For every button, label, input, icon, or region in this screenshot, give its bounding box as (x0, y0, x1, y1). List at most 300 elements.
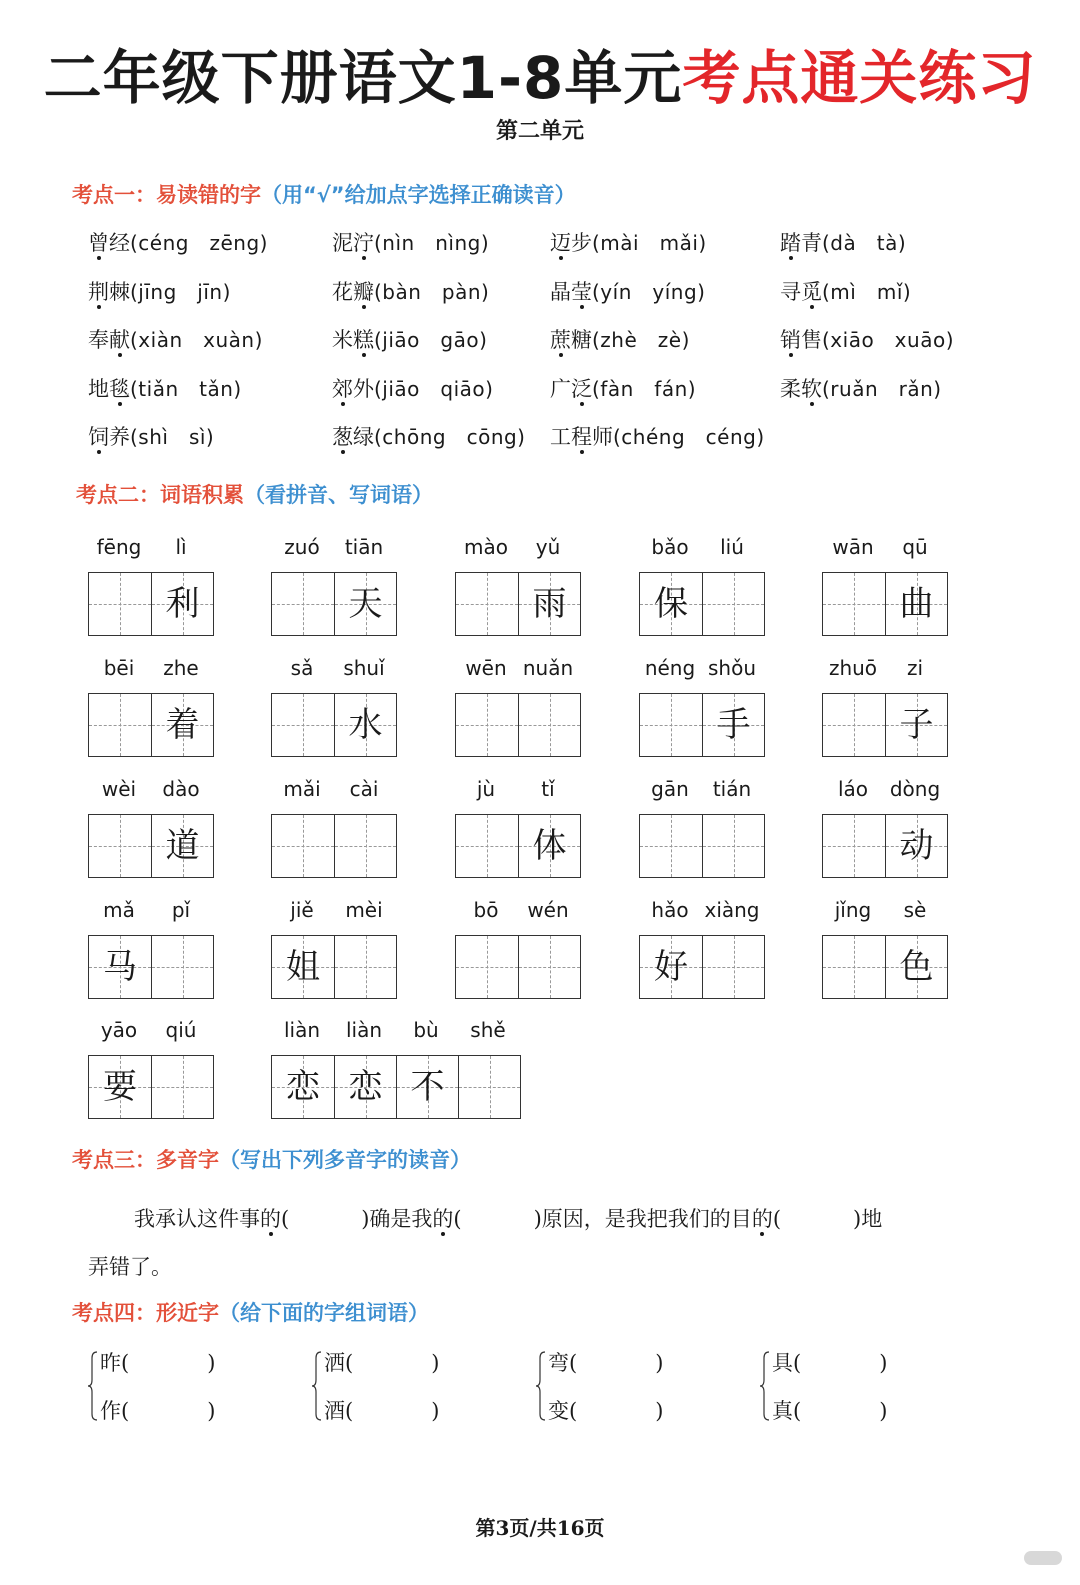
pinyin-syllable: bō (473, 898, 499, 922)
word-char: 步 (571, 231, 592, 255)
blank-char-cell[interactable] (823, 936, 885, 998)
pinyin-row (88, 895, 212, 925)
blank-char-cell[interactable] (458, 1056, 520, 1118)
similar-char-line (772, 1348, 887, 1378)
section-instruction: （写出下列多音字的读音） (219, 1148, 471, 1172)
pinyin-syllable: cài (349, 777, 379, 801)
blank-char-cell[interactable] (456, 936, 518, 998)
dotted-char: 糕 (353, 328, 374, 352)
pinyin-options[interactable]: (mài mǎi) (592, 231, 707, 255)
reading-item (550, 325, 690, 355)
given-char-cell (518, 573, 580, 635)
pinyin-row (271, 895, 395, 925)
word-char: 柔 (780, 377, 801, 401)
grid-char: 动 (899, 826, 934, 866)
blank-char-cell[interactable] (702, 815, 764, 877)
reading-item (332, 277, 489, 307)
pinyin-syllable: bù (413, 1018, 439, 1042)
section-label: 考点四：形近字 (72, 1301, 219, 1325)
blank-char-cell[interactable] (702, 936, 764, 998)
pinyin-syllable: hǎo (651, 898, 689, 922)
similar-char-line (100, 1396, 215, 1426)
pinyin-syllable: dào (162, 777, 200, 801)
dotted-char: 的 (751, 1207, 773, 1231)
tianzige-grid (88, 693, 214, 757)
pinyin-row (455, 653, 579, 683)
pinyin-options[interactable]: (tiǎn tǎn) (130, 377, 242, 401)
pinyin-row (88, 653, 212, 683)
tianzige-grid (455, 572, 581, 636)
pinyin-syllable: lì (175, 535, 187, 559)
reading-item (88, 422, 214, 452)
pinyin-syllable: zhuō (828, 656, 878, 680)
blank-char-cell[interactable] (89, 694, 151, 756)
reading-item (550, 374, 696, 404)
unit-subtitle: 第二单元 (495, 119, 584, 144)
given-char-cell (89, 936, 151, 998)
tianzige-grid (822, 693, 948, 757)
given-char-cell (885, 936, 947, 998)
grid-char: 好 (654, 947, 688, 987)
blank-char-cell[interactable] (89, 573, 151, 635)
pinyin-syllable: yǔ (535, 535, 561, 559)
dotted-char: 踏 (780, 231, 801, 255)
section-4-heading (72, 1298, 429, 1328)
word-char: 泥 (332, 231, 353, 255)
section-1-heading (72, 180, 576, 210)
blank-char-cell[interactable] (518, 694, 580, 756)
dotted-char: 莹 (571, 280, 592, 304)
given-char-cell (885, 694, 947, 756)
word-char: 奉 (88, 328, 109, 352)
pinyin-syllable: mào (464, 535, 508, 559)
blank-char-cell[interactable] (334, 936, 396, 998)
title-red: 考点通关练习 (682, 44, 1037, 112)
grid-char (89, 815, 151, 877)
word-char: 绿 (353, 425, 374, 449)
dotted-char: 觅 (801, 280, 822, 304)
given-char-cell (885, 573, 947, 635)
similar-char: 洒 (324, 1351, 345, 1375)
blank-char-cell[interactable] (456, 694, 518, 756)
given-char-cell (334, 694, 396, 756)
reading-item (550, 277, 705, 307)
grid-char: 水 (348, 705, 383, 745)
pinyin-row (639, 774, 763, 804)
pinyin-syllable: mǎi (283, 777, 321, 801)
pinyin-syllable: wén (527, 898, 569, 922)
dotted-char: 郊 (332, 377, 353, 401)
grid-char (272, 815, 334, 877)
tianzige-grid (88, 572, 214, 636)
word-char: 糖 (571, 328, 592, 352)
grid-char (335, 815, 396, 877)
similar-char: 变 (548, 1399, 569, 1423)
blank-char-cell[interactable] (151, 936, 213, 998)
word-char: 花 (332, 280, 353, 304)
blank-char-cell[interactable] (272, 573, 334, 635)
section-3-heading (72, 1145, 471, 1175)
grid-char: 子 (899, 705, 934, 745)
word-char: 广 (550, 377, 571, 401)
pinyin-syllable: bǎo (651, 535, 689, 559)
section-instruction: （给下面的字组词语） (219, 1301, 429, 1325)
grid-char: 着 (165, 705, 200, 745)
brace-icon (88, 1350, 98, 1422)
blank-char-cell[interactable] (702, 573, 764, 635)
word-char: 外 (353, 377, 374, 401)
similar-char-line (324, 1348, 439, 1378)
grid-char (152, 1056, 213, 1118)
pinyin-row (455, 774, 579, 804)
polyphone-sentence (88, 1195, 988, 1291)
word-char: 经 (109, 231, 130, 255)
pinyin-options[interactable]: (xiàn xuàn) (130, 328, 263, 352)
pinyin-row (639, 653, 763, 683)
similar-char: 真 (772, 1399, 793, 1423)
grid-char (823, 694, 885, 756)
paren-open: ( (569, 1351, 578, 1375)
tianzige-grid (271, 1055, 521, 1119)
grid-char (272, 573, 334, 635)
blank-char-cell[interactable] (89, 815, 151, 877)
blank-char-cell[interactable] (823, 573, 885, 635)
section-label: 考点二：词语积累 (76, 483, 244, 507)
dotted-char: 饲 (88, 425, 109, 449)
blank-char-cell[interactable] (272, 694, 334, 756)
given-char-cell (396, 1056, 458, 1118)
pinyin-syllable: jù (476, 777, 496, 801)
pinyin-syllable: sè (903, 898, 927, 922)
word-char: 工 (550, 425, 571, 449)
grid-char: 体 (532, 826, 567, 866)
given-char-cell (272, 1056, 334, 1118)
pinyin-syllable: nuǎn (522, 656, 574, 680)
reading-item (88, 228, 268, 258)
given-char-cell (702, 694, 764, 756)
tianzige-grid (88, 1055, 214, 1119)
given-char-cell (151, 815, 213, 877)
grid-char: 天 (348, 584, 383, 624)
pinyin-options[interactable]: (yín yíng) (592, 280, 706, 304)
reading-item (332, 422, 526, 452)
pinyin-syllable: wèi (101, 777, 137, 801)
pinyin-syllable: mèi (345, 898, 383, 922)
given-char-cell (518, 815, 580, 877)
pinyin-syllable: tián (712, 777, 752, 801)
similar-char-group (760, 1350, 970, 1426)
section-label: 考点一：易读错的字 (72, 183, 261, 207)
pinyin-options[interactable]: (chōng cōng) (374, 425, 526, 449)
pinyin-syllable: qiú (165, 1018, 197, 1042)
grid-char (640, 694, 702, 756)
sentence-text: 我承认这件事 (134, 1207, 260, 1231)
sentence-text: ( (772, 1207, 782, 1231)
reading-item (88, 325, 263, 355)
similar-char-line (772, 1396, 887, 1426)
brace-icon (760, 1350, 770, 1422)
grid-char (89, 573, 151, 635)
reading-item (780, 277, 911, 307)
pinyin-syllable: liàn (283, 1018, 321, 1042)
grid-char (456, 936, 518, 998)
pinyin-syllable: mǎ (103, 898, 135, 922)
pinyin-options[interactable]: (jiāo qiāo) (374, 377, 494, 401)
dotted-char: 销 (780, 328, 801, 352)
tianzige-grid (455, 814, 581, 878)
reading-item (550, 422, 765, 452)
similar-char-group (312, 1350, 522, 1426)
pinyin-syllable: tiān (344, 535, 384, 559)
grid-char: 雨 (532, 584, 567, 624)
similar-char: 具 (772, 1351, 793, 1375)
pinyin-syllable: shě (470, 1018, 506, 1042)
paren-close: ) (879, 1399, 888, 1423)
pinyin-options[interactable]: (xiāo xuāo) (822, 328, 954, 352)
pinyin-syllable: néng (644, 656, 696, 680)
paren-close: ) (207, 1399, 216, 1423)
pinyin-row (822, 774, 946, 804)
word-char: 棘 (109, 280, 130, 304)
grid-char: 曲 (899, 584, 934, 624)
grid-char (823, 573, 885, 635)
given-char-cell (151, 694, 213, 756)
pinyin-syllable: jiě (290, 898, 314, 922)
reading-item (332, 374, 493, 404)
word-char: 售 (801, 328, 822, 352)
tianzige-grid (271, 572, 397, 636)
tianzige-grid (639, 814, 765, 878)
section-label: 考点三：多音字 (72, 1148, 219, 1172)
pinyin-options[interactable]: (ruǎn rǎn) (822, 377, 942, 401)
grid-char: 马 (103, 947, 137, 987)
similar-char-group (88, 1350, 298, 1426)
pinyin-row (88, 774, 212, 804)
paren-open: ( (793, 1351, 802, 1375)
sentence-text: )地 (853, 1207, 883, 1231)
word-char: 米 (332, 328, 353, 352)
given-char-cell (640, 936, 702, 998)
grid-char (703, 815, 764, 877)
grid-char: 道 (165, 826, 200, 866)
dotted-char: 荆 (88, 280, 109, 304)
word-char: 青 (801, 231, 822, 255)
pinyin-options[interactable]: (nìn nìng) (374, 231, 490, 255)
tianzige-grid (88, 935, 214, 999)
tianzige-grid (271, 814, 397, 878)
grid-char: 保 (654, 584, 688, 624)
grid-char (519, 694, 580, 756)
pinyin-syllable: yāo (100, 1018, 138, 1042)
dotted-char: 曾 (88, 231, 109, 255)
reading-item (780, 228, 906, 258)
brace-icon (536, 1350, 546, 1422)
similar-char: 昨 (100, 1351, 121, 1375)
pinyin-syllable: shuǐ (343, 656, 385, 680)
pinyin-syllable: láo (837, 777, 869, 801)
grid-char: 不 (410, 1067, 445, 1107)
given-char-cell (334, 1056, 396, 1118)
grid-char (823, 815, 885, 877)
tianzige-grid (822, 814, 948, 878)
pinyin-options[interactable]: (bàn pàn) (374, 280, 490, 304)
grid-char (456, 694, 518, 756)
dotted-char: 葱 (332, 425, 353, 449)
tianzige-grid (271, 935, 397, 999)
pinyin-syllable: wān (832, 535, 874, 559)
pinyin-syllable: qū (902, 535, 928, 559)
blank-char-cell[interactable] (640, 815, 702, 877)
grid-char (640, 815, 702, 877)
blank-char-cell[interactable] (456, 815, 518, 877)
pinyin-options[interactable]: (jiāo gāo) (374, 328, 488, 352)
given-char-cell (640, 573, 702, 635)
section-instruction: （用“√”给加点字选择正确读音） (261, 183, 576, 207)
paren-open: ( (345, 1351, 354, 1375)
title-black: 二年级下册语文1-8单元 (43, 44, 683, 112)
pinyin-syllable: gān (651, 777, 689, 801)
word-char: 师 (592, 425, 613, 449)
reading-item (780, 374, 942, 404)
paren-close: ) (207, 1351, 216, 1375)
tianzige-grid (88, 814, 214, 878)
pinyin-row (88, 1015, 212, 1045)
pinyin-syllable: tǐ (541, 777, 555, 801)
similar-char: 弯 (548, 1351, 569, 1375)
given-char-cell (334, 573, 396, 635)
pinyin-row (822, 895, 946, 925)
paren-open: ( (345, 1399, 354, 1423)
pinyin-options[interactable]: (dà tà) (822, 231, 907, 255)
dotted-char: 程 (571, 425, 592, 449)
grid-char (823, 936, 885, 998)
tianzige-grid (639, 935, 765, 999)
given-char-cell (89, 1056, 151, 1118)
paren-close: ) (879, 1351, 888, 1375)
blank-char-cell[interactable] (334, 815, 396, 877)
word-char: 养 (109, 425, 130, 449)
sentence-text: )原因，是我把我们的目 (533, 1207, 752, 1231)
pinyin-syllable: sǎ (290, 656, 314, 680)
dotted-char: 的 (260, 1207, 281, 1231)
pinyin-syllable: liú (720, 535, 744, 559)
pinyin-syllable: bēi (103, 656, 135, 680)
pinyin-row (639, 895, 763, 925)
pinyin-options[interactable]: (fàn fán) (592, 377, 697, 401)
word-char: 晶 (550, 280, 571, 304)
pinyin-syllable: wēn (465, 656, 507, 680)
given-char-cell (272, 936, 334, 998)
grid-char: 姐 (286, 947, 320, 987)
pinyin-options[interactable]: (chéng céng) (613, 425, 765, 449)
tianzige-grid (639, 693, 765, 757)
grid-char: 利 (165, 584, 200, 624)
pinyin-options[interactable]: (céng zēng) (130, 231, 268, 255)
similar-char: 酒 (324, 1399, 345, 1423)
dotted-char: 毯 (109, 377, 130, 401)
pinyin-syllable: liàn (345, 1018, 383, 1042)
reading-item (88, 374, 242, 404)
grid-char (272, 694, 334, 756)
section-instruction: （看拼音、写词语） (244, 483, 433, 507)
sentence-text: ( (453, 1207, 462, 1231)
paren-open: ( (121, 1399, 130, 1423)
grid-char (89, 694, 151, 756)
tianzige-grid (455, 693, 581, 757)
pinyin-syllable: pǐ (171, 898, 191, 922)
word-char: 寻 (780, 280, 801, 304)
pinyin-syllable: zi (906, 656, 924, 680)
grid-char (459, 1056, 520, 1118)
blank-char-cell[interactable] (518, 936, 580, 998)
pinyin-row (88, 532, 212, 562)
pinyin-options[interactable]: (jīng jīn) (130, 280, 231, 304)
given-char-cell (151, 573, 213, 635)
pinyin-options[interactable]: (zhè zè) (592, 328, 690, 352)
sentence-text: 弄错了。 (88, 1255, 172, 1279)
brace-icon (312, 1350, 322, 1422)
paren-close: ) (655, 1351, 664, 1375)
similar-char: 作 (100, 1399, 121, 1423)
word-char: 地 (88, 377, 109, 401)
pinyin-syllable: zuó (284, 535, 320, 559)
grid-char: 色 (899, 947, 934, 987)
reading-item (332, 325, 487, 355)
blank-char-cell[interactable] (272, 815, 334, 877)
grid-char (335, 936, 396, 998)
reading-item (88, 277, 231, 307)
blank-char-cell[interactable] (151, 1056, 213, 1118)
grid-char (519, 936, 580, 998)
paren-close: ) (431, 1399, 440, 1423)
pinyin-syllable: shǒu (707, 656, 756, 680)
pinyin-row (455, 895, 579, 925)
pinyin-options[interactable]: (mì mǐ) (822, 280, 912, 304)
blank-char-cell[interactable] (456, 573, 518, 635)
pinyin-syllable: zhe (163, 656, 199, 680)
watermark-badge (1024, 1551, 1062, 1565)
reading-item (780, 325, 954, 355)
similar-char-group (536, 1350, 746, 1426)
dotted-char: 迈 (550, 231, 571, 255)
pinyin-row (639, 532, 763, 562)
grid-char (152, 936, 213, 998)
paren-open: ( (121, 1351, 130, 1375)
pinyin-row (822, 532, 946, 562)
page-footer: 第3页/共16页 (475, 1516, 605, 1540)
blank-char-cell[interactable] (823, 694, 885, 756)
pinyin-options[interactable]: (shì sì) (130, 425, 215, 449)
similar-char-line (324, 1396, 439, 1426)
dotted-char: 泞 (353, 231, 374, 255)
blank-char-cell[interactable] (823, 815, 885, 877)
tianzige-grid (455, 935, 581, 999)
tianzige-grid (822, 935, 948, 999)
blank-char-cell[interactable] (640, 694, 702, 756)
grid-char (703, 936, 764, 998)
pinyin-row (271, 653, 395, 683)
paren-close: ) (431, 1351, 440, 1375)
pinyin-syllable: jǐng (834, 898, 872, 922)
grid-char: 恋 (348, 1067, 383, 1107)
grid-char: 手 (716, 705, 751, 745)
pinyin-row (271, 1015, 519, 1045)
reading-item (550, 228, 707, 258)
grid-char: 要 (103, 1067, 137, 1107)
dotted-char: 瓣 (353, 280, 374, 304)
section-2-heading (76, 480, 433, 510)
sentence-text: ( (281, 1207, 290, 1231)
